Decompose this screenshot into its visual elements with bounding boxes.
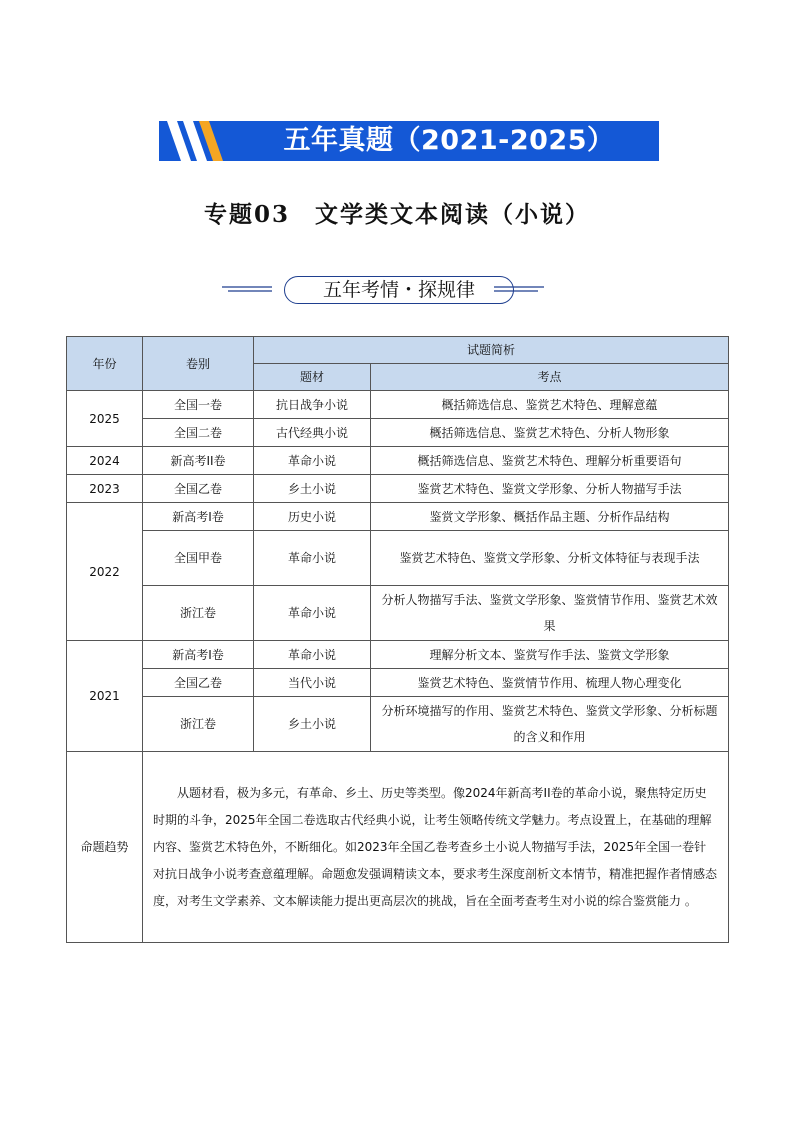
- stripe-decoration-icon: [159, 121, 239, 161]
- table-row: [67, 475, 729, 503]
- year-cell: 2025: [67, 391, 143, 447]
- points-cell: 分析环境描写的作用、鉴赏艺术特色、鉴赏文学形象、分析标题的含义和作用: [371, 697, 729, 752]
- paper-cell: 全国乙卷: [143, 475, 254, 503]
- points-cell: 分析人物描写手法、鉴赏文学形象、鉴赏情节作用、鉴赏艺术效果: [371, 586, 729, 641]
- paper-cell: 浙江卷: [143, 586, 254, 641]
- material-cell: 革命小说: [254, 447, 371, 475]
- subject-title: 专题03 文学类文本阅读（小说）: [203, 201, 590, 228]
- trend-label: 命题趋势: [67, 752, 143, 943]
- material-cell: 当代小说: [254, 669, 371, 697]
- paper-cell: 新高考II卷: [143, 447, 254, 475]
- table-row: [67, 391, 729, 419]
- material-cell: 古代经典小说: [254, 419, 371, 447]
- paper-cell: 全国乙卷: [143, 669, 254, 697]
- paper-cell: 新高考Ⅰ卷: [143, 641, 254, 669]
- paper-cell: 新高考Ⅰ卷: [143, 503, 254, 531]
- points-cell: 理解分析文本、鉴赏写作手法、鉴赏文学形象: [371, 641, 729, 669]
- header-material: 题材: [254, 364, 371, 391]
- year-cell: 2024: [67, 447, 143, 475]
- double-line-right-icon: [494, 285, 544, 295]
- material-cell: 乡土小说: [254, 475, 371, 503]
- header-points: 考点: [371, 364, 729, 391]
- section-header: [222, 276, 544, 304]
- table-row: [67, 697, 729, 752]
- year-cell: 2023: [67, 475, 143, 503]
- section-header-label: 五年考情・探规律: [284, 276, 514, 304]
- paper-cell: 全国一卷: [143, 391, 254, 419]
- points-cell: 概括筛选信息、鉴赏艺术特色、理解意蕴: [371, 391, 729, 419]
- header-paper: 卷别: [143, 337, 254, 391]
- table-row: [67, 641, 729, 669]
- table-header-row: [67, 337, 729, 364]
- points-cell: 概括筛选信息、鉴赏艺术特色、分析人物形象: [371, 419, 729, 447]
- header-analysis: 试题简析: [254, 337, 729, 364]
- paper-cell: 全国二卷: [143, 419, 254, 447]
- points-cell: 概括筛选信息、鉴赏艺术特色、理解分析重要语句: [371, 447, 729, 475]
- table-row: [67, 447, 729, 475]
- year-cell: 2021: [67, 641, 143, 752]
- trend-text: 从题材看，极为多元，有革命、乡土、历史等类型。像2024年新高考II卷的革命小说，聚焦特定历史时期的斗争，2025年全国二卷选取古代经典小说，让考生领略传统文学魅力。考点设置上，在基础的理解内容、鉴赏艺术特色外，不断细化。如2023年全国乙卷考查乡土小说人物描写手法，2025年全国一卷针对抗日战争小说考查意蕴理解。命题愈发强调精读文本，要求考生深度剖析文本情节，精准把握作者情感态度，对考生文学素养、文本解读能力提出更高层次的挑战，旨在全面考查考生对小说的综合鉴赏能力 。: [143, 752, 729, 943]
- material-cell: 革命小说: [254, 586, 371, 641]
- points-cell: 鉴赏艺术特色、鉴赏文学形象、分析人物描写手法: [371, 475, 729, 503]
- title-banner: [159, 121, 659, 161]
- points-cell: 鉴赏文学形象、概括作品主题、分析作品结构: [371, 503, 729, 531]
- points-cell: 鉴赏艺术特色、鉴赏情节作用、梳理人物心理变化: [371, 669, 729, 697]
- year-cell: 2022: [67, 503, 143, 641]
- table-row: [67, 503, 729, 531]
- table-row: [67, 669, 729, 697]
- trend-row: [67, 752, 729, 943]
- material-cell: 历史小说: [254, 503, 371, 531]
- table-row: [67, 531, 729, 586]
- exam-analysis-table: [66, 336, 729, 943]
- material-cell: 革命小说: [254, 531, 371, 586]
- paper-cell: 浙江卷: [143, 697, 254, 752]
- table-row: [67, 586, 729, 641]
- material-cell: 乡土小说: [254, 697, 371, 752]
- points-cell: 鉴赏艺术特色、鉴赏文学形象、分析文体特征与表现手法: [371, 531, 729, 586]
- banner-title: 五年真题（2021-2025）: [283, 125, 615, 156]
- double-line-left-icon: [222, 285, 272, 295]
- material-cell: 革命小说: [254, 641, 371, 669]
- paper-cell: 全国甲卷: [143, 531, 254, 586]
- table-row: [67, 419, 729, 447]
- header-year: 年份: [67, 337, 143, 391]
- material-cell: 抗日战争小说: [254, 391, 371, 419]
